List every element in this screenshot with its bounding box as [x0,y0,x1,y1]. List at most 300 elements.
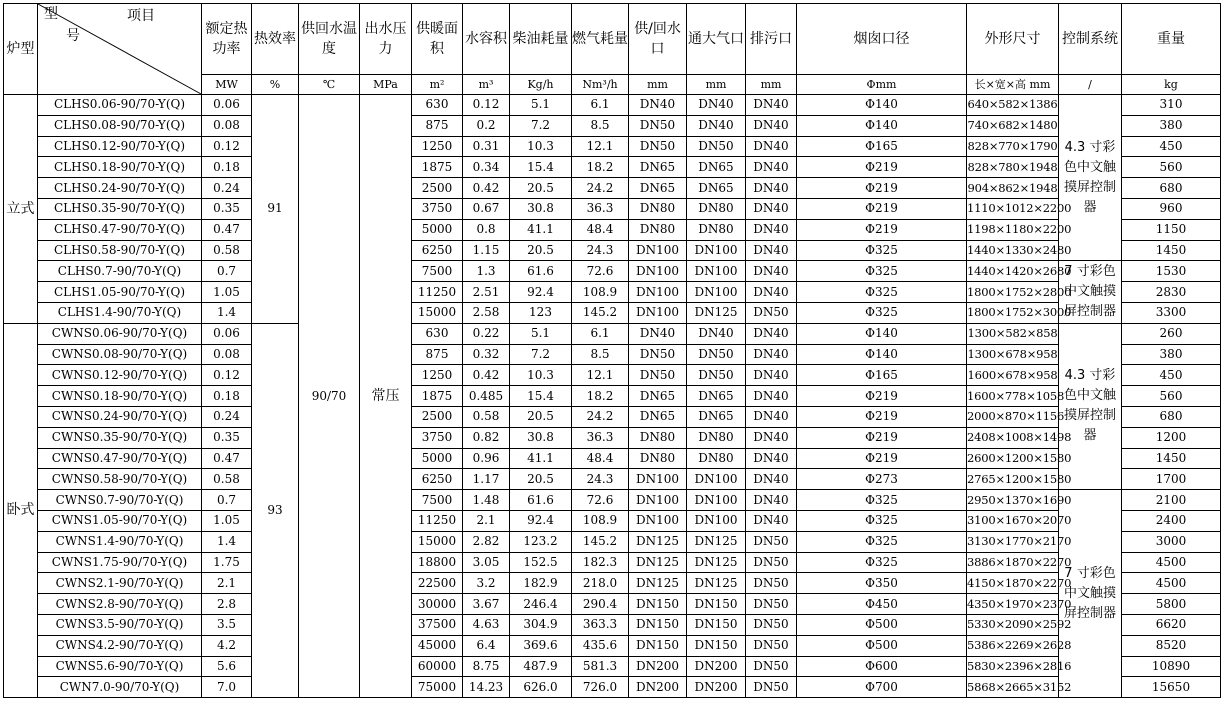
table-row [4,178,1221,199]
supply-return-cell: DN100 [629,282,687,303]
weight-cell: 2830 [1122,282,1221,303]
unit-gas: Nm³/h [572,75,629,95]
weight-cell: 1200 [1122,427,1221,448]
supply-return-cell: DN50 [629,115,687,136]
gas-cell: 18.2 [572,386,629,407]
vent-cell: DN80 [687,198,746,219]
vent-cell: DN100 [687,282,746,303]
header-gas: 燃气耗量 [572,4,629,75]
model-cell: CWNS0.35-90/70-Y(Q) [38,427,202,448]
water-volume-cell: 0.67 [463,198,510,219]
drain-cell: DN40 [746,261,797,282]
table-row [4,490,1221,511]
model-cell: CWNS0.08-90/70-Y(Q) [38,344,202,365]
gas-cell: 363.3 [572,614,629,635]
dimensions-cell: 828×780×1948 [967,157,1059,178]
chimney-cell: Φ325 [797,531,967,552]
supply-return-cell: DN125 [629,573,687,594]
dimensions-cell: 640×582×1386 [967,95,1059,116]
area-cell: 30000 [412,594,463,615]
water-volume-cell: 0.31 [463,136,510,157]
unit-power: MW [202,75,252,95]
power-cell: 1.4 [202,302,252,323]
table-row [4,386,1221,407]
dimensions-cell: 1198×1180×2200 [967,219,1059,240]
chimney-cell: Φ219 [797,178,967,199]
diesel-cell: 92.4 [510,282,572,303]
dimensions-cell: 3100×1670×2070 [967,510,1059,531]
drain-cell: DN40 [746,136,797,157]
power-cell: 0.08 [202,115,252,136]
power-cell: 0.06 [202,95,252,116]
supply-return-cell: DN80 [629,198,687,219]
chimney-cell: Φ325 [797,302,967,323]
area-cell: 6250 [412,469,463,490]
model-cell: CWNS0.12-90/70-Y(Q) [38,365,202,386]
chimney-cell: Φ325 [797,490,967,511]
drain-cell: DN40 [746,95,797,116]
gas-cell: 8.5 [572,344,629,365]
drain-cell: DN40 [746,240,797,261]
vent-cell: DN100 [687,510,746,531]
table-row [4,344,1221,365]
dimensions-cell: 1440×1330×2480 [967,240,1059,261]
supply-return-cell: DN150 [629,614,687,635]
chimney-cell: Φ219 [797,406,967,427]
chimney-cell: Φ165 [797,136,967,157]
area-cell: 37500 [412,614,463,635]
table-row [4,240,1221,261]
power-cell: 0.7 [202,261,252,282]
drain-cell: DN40 [746,365,797,386]
model-cell: CWNS1.75-90/70-Y(Q) [38,552,202,573]
power-cell: 0.35 [202,427,252,448]
table-row [4,594,1221,615]
group-vertical-cell: 立式 [4,95,38,324]
dimensions-cell: 740×682×1480 [967,115,1059,136]
diesel-cell: 626.0 [510,677,572,698]
water-volume-cell: 2.1 [463,510,510,531]
drain-cell: DN40 [746,448,797,469]
vent-cell: DN65 [687,157,746,178]
power-cell: 1.4 [202,531,252,552]
drain-cell: DN40 [746,219,797,240]
gas-cell: 48.4 [572,219,629,240]
model-cell: CWN7.0-90/70-Y(Q) [38,677,202,698]
chimney-cell: Φ325 [797,282,967,303]
chimney-cell: Φ219 [797,386,967,407]
table-row [4,510,1221,531]
dimensions-cell: 2000×870×1156 [967,406,1059,427]
boiler-spec-table [3,3,1221,698]
unit-control: / [1059,75,1122,95]
table-row [4,95,1221,116]
area-cell: 2500 [412,406,463,427]
power-cell: 2.8 [202,594,252,615]
water-volume-cell: 0.2 [463,115,510,136]
area-cell: 1875 [412,386,463,407]
dimensions-cell: 4150×1870×2270 [967,573,1059,594]
drain-cell: DN40 [746,178,797,199]
drain-cell: DN40 [746,323,797,344]
diesel-cell: 7.2 [510,115,572,136]
gas-cell: 12.1 [572,365,629,386]
vent-cell: DN100 [687,240,746,261]
weight-cell: 6620 [1122,614,1221,635]
drain-cell: DN40 [746,344,797,365]
model-cell: CLHS0.58-90/70-Y(Q) [38,240,202,261]
power-cell: 5.6 [202,656,252,677]
power-cell: 0.7 [202,490,252,511]
chimney-cell: Φ219 [797,448,967,469]
diesel-cell: 369.6 [510,635,572,656]
gas-cell: 435.6 [572,635,629,656]
unit-chimney: Φmm [797,75,967,95]
dimensions-cell: 828×770×1790 [967,136,1059,157]
model-cell: CWNS1.05-90/70-Y(Q) [38,510,202,531]
drain-cell: DN40 [746,469,797,490]
diagonal-line [38,4,201,94]
model-cell: CWNS0.06-90/70-Y(Q) [38,323,202,344]
drain-cell: DN40 [746,427,797,448]
diesel-cell: 30.8 [510,427,572,448]
dimensions-cell: 2408×1008×1498 [967,427,1059,448]
model-cell: CLHS0.35-90/70-Y(Q) [38,198,202,219]
power-cell: 3.5 [202,614,252,635]
vent-cell: DN50 [687,136,746,157]
model-cell: CLHS1.4-90/70-Y(Q) [38,302,202,323]
supply-return-cell: DN40 [629,95,687,116]
header-chimney: 烟囱口径 [797,4,967,75]
weight-cell: 450 [1122,136,1221,157]
gas-cell: 24.2 [572,178,629,199]
diesel-cell: 487.9 [510,656,572,677]
drain-cell: DN40 [746,406,797,427]
water-volume-cell: 0.42 [463,178,510,199]
water-volume-cell: 6.4 [463,635,510,656]
dimensions-cell: 5330×2090×2592 [967,614,1059,635]
water-volume-cell: 0.22 [463,323,510,344]
drain-cell: DN40 [746,490,797,511]
header-efficiency: 热效率 [252,4,299,75]
table-row [4,448,1221,469]
control-system-cell: 4.3 寸彩色中文触摸屏控制器 [1059,95,1122,261]
supply-return-cell: DN100 [629,240,687,261]
drain-cell: DN50 [746,531,797,552]
drain-cell: DN50 [746,677,797,698]
water-volume-cell: 0.82 [463,427,510,448]
unit-supply: mm [629,75,687,95]
area-cell: 3750 [412,427,463,448]
weight-cell: 3300 [1122,302,1221,323]
table-row [4,531,1221,552]
area-cell: 15000 [412,302,463,323]
model-cell: CWNS3.5-90/70-Y(Q) [38,614,202,635]
drain-cell: DN50 [746,552,797,573]
unit-dimensions: 长×宽×高 mm [967,75,1059,95]
water-volume-cell: 2.58 [463,302,510,323]
supply-return-cell: DN65 [629,178,687,199]
power-cell: 4.2 [202,635,252,656]
water-volume-cell: 3.67 [463,594,510,615]
water-volume-cell: 0.96 [463,448,510,469]
dimensions-cell: 5386×2269×2628 [967,635,1059,656]
chimney-cell: Φ500 [797,614,967,635]
vent-cell: DN150 [687,614,746,635]
gas-cell: 36.3 [572,198,629,219]
supply-return-cell: DN65 [629,157,687,178]
weight-cell: 680 [1122,406,1221,427]
chimney-cell: Φ140 [797,95,967,116]
supply-return-cell: DN150 [629,594,687,615]
drain-cell: DN40 [746,510,797,531]
gas-cell: 24.3 [572,240,629,261]
water-volume-cell: 14.23 [463,677,510,698]
vent-cell: DN80 [687,448,746,469]
dimensions-cell: 2950×1370×1690 [967,490,1059,511]
power-cell: 0.58 [202,240,252,261]
diesel-cell: 15.4 [510,386,572,407]
area-cell: 6250 [412,240,463,261]
table-row [4,469,1221,490]
dimensions-cell: 1110×1012×2200 [967,198,1059,219]
header-pressure: 出水压力 [360,4,412,75]
gas-cell: 581.3 [572,656,629,677]
gas-cell: 726.0 [572,677,629,698]
drain-cell: DN50 [746,302,797,323]
table-row [4,302,1221,323]
header-supply-return: 供/回水口 [629,4,687,75]
vent-cell: DN65 [687,178,746,199]
dimensions-cell: 2600×1200×1580 [967,448,1059,469]
weight-cell: 1450 [1122,448,1221,469]
vent-cell: DN200 [687,677,746,698]
header-control: 控制系统 [1059,4,1122,75]
water-volume-cell: 0.32 [463,344,510,365]
supply-return-cell: DN200 [629,656,687,677]
weight-cell: 5800 [1122,594,1221,615]
drain-cell: DN40 [746,157,797,178]
supply-return-cell: DN80 [629,448,687,469]
supply-return-cell: DN80 [629,427,687,448]
drain-cell: DN40 [746,282,797,303]
diesel-cell: 5.1 [510,323,572,344]
table-row [4,573,1221,594]
area-cell: 1875 [412,157,463,178]
table-row [4,157,1221,178]
diesel-cell: 20.5 [510,469,572,490]
model-cell: CWNS0.58-90/70-Y(Q) [38,469,202,490]
power-cell: 0.18 [202,386,252,407]
header-model-item [38,4,202,95]
chimney-cell: Φ219 [797,219,967,240]
header-weight: 重量 [1122,4,1221,75]
model-cell: CWNS2.1-90/70-Y(Q) [38,573,202,594]
weight-cell: 10890 [1122,656,1221,677]
gas-cell: 145.2 [572,531,629,552]
weight-cell: 4500 [1122,552,1221,573]
area-cell: 7500 [412,261,463,282]
supply-return-cell: DN65 [629,386,687,407]
weight-cell: 2100 [1122,490,1221,511]
chimney-cell: Φ325 [797,240,967,261]
unit-vent: mm [687,75,746,95]
weight-cell: 560 [1122,157,1221,178]
temperature-cell: 90/70 [299,95,360,698]
model-cell: CWNS0.24-90/70-Y(Q) [38,406,202,427]
model-cell: CWNS5.6-90/70-Y(Q) [38,656,202,677]
power-cell: 0.58 [202,469,252,490]
vent-cell: DN100 [687,490,746,511]
table-row [4,365,1221,386]
chimney-cell: Φ140 [797,344,967,365]
unit-pressure: MPa [360,75,412,95]
header-temperature: 供回水温度 [299,4,360,75]
area-cell: 3750 [412,198,463,219]
vent-cell: DN200 [687,656,746,677]
vent-cell: DN80 [687,427,746,448]
diesel-cell: 20.5 [510,406,572,427]
dimensions-cell: 2765×1200×1580 [967,469,1059,490]
table-row [4,323,1221,344]
model-cell: CWNS2.8-90/70-Y(Q) [38,594,202,615]
water-volume-cell: 0.58 [463,406,510,427]
vent-cell: DN125 [687,531,746,552]
vent-cell: DN100 [687,261,746,282]
dimensions-cell: 3130×1770×2170 [967,531,1059,552]
area-cell: 75000 [412,677,463,698]
model-cell: CLHS0.08-90/70-Y(Q) [38,115,202,136]
weight-cell: 960 [1122,198,1221,219]
power-cell: 1.05 [202,510,252,531]
chimney-cell: Φ600 [797,656,967,677]
diesel-cell: 30.8 [510,198,572,219]
area-cell: 875 [412,115,463,136]
header-water-volume: 水容积 [463,4,510,75]
chimney-cell: Φ325 [797,510,967,531]
gas-cell: 24.3 [572,469,629,490]
supply-return-cell: DN40 [629,323,687,344]
diesel-cell: 41.1 [510,219,572,240]
dimensions-cell: 1600×778×1058 [967,386,1059,407]
power-cell: 1.05 [202,282,252,303]
dimensions-cell: 5830×2396×2816 [967,656,1059,677]
water-volume-cell: 3.05 [463,552,510,573]
diesel-cell: 123 [510,302,572,323]
area-cell: 875 [412,344,463,365]
group-horizontal-cell: 卧式 [4,323,38,697]
model-cell: CLHS0.7-90/70-Y(Q) [38,261,202,282]
header-heating-area: 供暖面积 [412,4,463,75]
power-cell: 2.1 [202,573,252,594]
drain-cell: DN50 [746,656,797,677]
weight-cell: 1450 [1122,240,1221,261]
chimney-cell: Φ700 [797,677,967,698]
power-cell: 1.75 [202,552,252,573]
area-cell: 22500 [412,573,463,594]
diesel-cell: 246.4 [510,594,572,615]
dimensions-cell: 904×862×1948 [967,178,1059,199]
area-cell: 5000 [412,219,463,240]
area-cell: 7500 [412,490,463,511]
water-volume-cell: 0.12 [463,95,510,116]
table-row [4,656,1221,677]
chimney-cell: Φ325 [797,552,967,573]
gas-cell: 218.0 [572,573,629,594]
area-cell: 1250 [412,365,463,386]
diesel-cell: 41.1 [510,448,572,469]
gas-cell: 12.1 [572,136,629,157]
supply-return-cell: DN100 [629,490,687,511]
table-row [4,219,1221,240]
chimney-cell: Φ219 [797,198,967,219]
vent-cell: DN125 [687,552,746,573]
table-row [4,282,1221,303]
weight-cell: 8520 [1122,635,1221,656]
diesel-cell: 10.3 [510,136,572,157]
power-cell: 0.06 [202,323,252,344]
power-cell: 0.08 [202,344,252,365]
weight-cell: 1530 [1122,261,1221,282]
vent-cell: DN50 [687,365,746,386]
area-cell: 11250 [412,510,463,531]
supply-return-cell: DN100 [629,510,687,531]
header-dimensions: 外形尺寸 [967,4,1059,75]
area-cell: 630 [412,95,463,116]
unit-efficiency: % [252,75,299,95]
weight-cell: 310 [1122,95,1221,116]
weight-cell: 2400 [1122,510,1221,531]
power-cell: 0.47 [202,448,252,469]
chimney-cell: Φ140 [797,323,967,344]
drain-cell: DN40 [746,198,797,219]
vent-cell: DN40 [687,323,746,344]
dimensions-cell: 1440×1420×2680 [967,261,1059,282]
header-diesel: 柴油耗量 [510,4,572,75]
power-cell: 0.35 [202,198,252,219]
weight-cell: 3000 [1122,531,1221,552]
water-volume-cell: 0.42 [463,365,510,386]
efficiency-vertical-cell: 91 [252,95,299,324]
gas-cell: 36.3 [572,427,629,448]
vent-cell: DN65 [687,406,746,427]
model-cell: CWNS4.2-90/70-Y(Q) [38,635,202,656]
dimensions-cell: 1800×1752×2800 [967,282,1059,303]
water-volume-cell: 0.34 [463,157,510,178]
diesel-cell: 61.6 [510,261,572,282]
unit-area: m² [412,75,463,95]
supply-return-cell: DN150 [629,635,687,656]
power-cell: 0.12 [202,136,252,157]
chimney-cell: Φ450 [797,594,967,615]
table-row [4,614,1221,635]
model-cell: CLHS1.05-90/70-Y(Q) [38,282,202,303]
area-cell: 630 [412,323,463,344]
water-volume-cell: 8.75 [463,656,510,677]
model-cell: CLHS0.24-90/70-Y(Q) [38,178,202,199]
diesel-cell: 61.6 [510,490,572,511]
vent-cell: DN100 [687,469,746,490]
supply-return-cell: DN100 [629,302,687,323]
water-volume-cell: 2.82 [463,531,510,552]
water-volume-cell: 1.3 [463,261,510,282]
supply-return-cell: DN125 [629,531,687,552]
dimensions-cell: 4350×1970×2370 [967,594,1059,615]
header-rated-power: 额定热功率 [202,4,252,75]
model-cell: CWNS0.7-90/70-Y(Q) [38,490,202,511]
diesel-cell: 7.2 [510,344,572,365]
area-cell: 15000 [412,531,463,552]
